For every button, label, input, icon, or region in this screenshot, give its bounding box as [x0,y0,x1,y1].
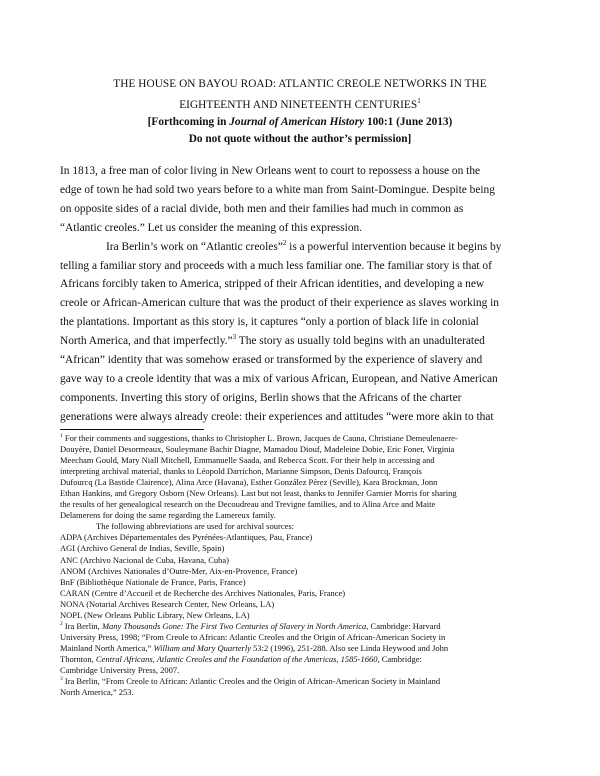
footnotes [60,433,550,698]
footnote-1-line: Douyère, Daniel Desormeaux, Souleymane Bachir Diagne, Mamadou Diouf, Madeleine Dobie, Eric Foner, Virginia [60,444,455,455]
footnote-2-text: , Cambridge: Harvard [366,620,441,631]
title-block [60,76,540,148]
paper-title-line-2 [60,93,540,114]
footnote-2-text: , Cambridge: [377,653,422,664]
abbreviation-item: NOPL (New Orleans Public Library, New Orleans, LA) [60,609,250,620]
forthcoming-notice [60,114,540,131]
footnote-2-line [60,643,550,654]
footnote-1-line [60,433,550,444]
forthcoming-suffix: 100:1 (June 2013) [364,115,453,128]
paragraph-2-line: the plantations. Important as this story is, it captures “only a portion of black life in colonial [60,316,479,329]
body-text [60,162,550,427]
footnote-2-text: Ira Berlin, [62,620,102,631]
abbreviation-item: ADPA (Archives Départementales des Pyrénées-Atlantiques, Pau, France) [60,532,313,543]
book-title: Many Thousands Gone: The First Two Centuries of Slavery in North America [101,620,367,631]
footnote-3-line: North America,” 253. [60,687,134,698]
footnote-marker-3: 3 [60,676,63,683]
abbreviation-item: AGI (Archivo General de Indias, Seville, Spain) [60,543,225,554]
footnote-2-line [60,621,550,632]
abbreviation-item: ANOM (Archives Nationales d’Outre-Mer, Aix-en-Provence, France) [60,565,298,576]
footnote-1-line: Meecham Gould, Mary Niall Mitchell, Emmanuelle Saada, and Rebecca Scott. For their help in accessing and [60,455,435,466]
footnote-1-line: Delamerens for doing the same regarding the Lamereux family. [60,510,276,521]
abbreviation-item: ANC (Archivo Nacional de Cuba, Havana, Cuba) [60,554,230,565]
paragraph-2-line: telling a familiar story and proceeds with a much less familiar one. The familiar story is that of [60,259,492,272]
paragraph-2-line: generations were always already creole: their experiences and attitudes “were more akin to that [60,410,494,423]
journal-title: William and Mary Quarterly [153,642,251,653]
abbreviation-item: BnF (Bibliothèque Nationale de France, Paris, France) [60,576,246,587]
paragraph-2-line [60,332,550,351]
book-title: Central Africans, Atlantic Creoles and the Foundation of the Americas, 1585-1660 [95,653,378,664]
abbreviations-intro: The following abbreviations are used for archival sources: [96,521,295,532]
paragraph-2-line: “African” identity that was somehow erased or transformed by the experience of slavery and [60,354,483,367]
footnote-2-line [60,654,550,665]
paragraph-2-line [60,238,550,257]
abbreviation-item: CARAN (Centre d’Accueil et de Recherche des Archives Nationales, Paris, France) [60,587,346,598]
footnote-ref-2: 2 [282,238,287,247]
paper-title-line-1: THE HOUSE ON BAYOU ROAD: ATLANTIC CREOLE NETWORKS IN THE [113,78,487,90]
footnote-1-line: Dufourcq (La Bastide Clairence), Alina Arce (Havana), Esther González Pérez (Seville), Kara Brockman, Jonn [60,477,438,488]
paragraph-2-line: components. Inverting this story of origins, Berlin shows that the Africans of the charter [60,391,462,404]
paragraph-2-text: Ira Berlin’s work on “Atlantic creoles” [106,240,283,253]
paragraph-2-line: gave way to a creole identity that was a mix of various African, European, and Native American [60,372,498,385]
paragraph-2-line: Africans forcibly taken to America, stripped of their African identities, and developing a new [60,278,485,291]
paragraph-2-line: creole or African-American culture that was the product of their experience as slaves working in [60,297,499,310]
footnote-ref-1: 1 [417,97,421,105]
paragraph-1-line: “Atlantic creoles.” Let us consider the meaning of this expression. [60,221,363,234]
footnote-separator [60,429,204,430]
paragraph-1-line: In 1813, a free man of color living in New Orleans went to court to repossess a house on the [60,165,481,177]
paragraph-2-text: is a powerful intervention because it begins by [286,240,502,253]
footnote-1-line: Ethan Hankins, and Gregory Osborn (New Orleans). Last but not least, thanks to Jennifer Garnier Morris for sharing [60,488,457,499]
footnote-1-text: For their comments and suggestions, thanks to Christopher L. Brown, Jacques de Cauna, Christiane Demeulenaere- [62,433,458,443]
quote-permission-notice: Do not quote without the author’s permission] [188,132,412,145]
paragraph-1-line: on opposite sides of a racial divide, both men and their families had much in common as [60,202,464,215]
footnote-2-text: Thornton, [60,653,96,664]
footnote-3-line [60,676,550,687]
footnote-marker-2: 2 [60,620,63,627]
footnote-2-line: Cambridge University Press, 2007. [60,664,180,675]
footnote-1-line: interpreting archival material, thanks to Léopold Darrichon, Marianne Simpson, Denis Dafourcq, François [60,466,422,477]
footnote-ref-3: 3 [232,333,237,342]
paragraph-2-text: North America, and that imperfectly.” [60,335,233,348]
journal-name: Journal of American History [229,115,365,128]
paper-title-text: EIGHTEENTH AND NINETEENTH CENTURIES [179,98,418,111]
footnote-1-line: the results of her genealogical research on the Decoudreau and Trevigne families, and to Alina Arce and Maite [60,499,436,510]
footnote-2-line: University Press, 1998; “From Creole to African: Atlantic Creoles and the Origin of African-American Society in [60,631,446,642]
paragraph-1-line: edge of town he had sold two years before to a white man from Saint-Domingue. Despite being [60,183,495,196]
forthcoming-prefix: [Forthcoming in [147,115,230,128]
footnote-marker-1: 1 [60,433,63,440]
paragraph-2-text: The story as usually told begins with an unadulterated [236,335,485,348]
footnote-2-text: 53:2 (1996), 251-288. Also see Linda Heywood and John [251,642,449,653]
footnote-2-text: Mainland North America,” [60,642,154,653]
abbreviation-item: NONA (Notarial Archives Research Center, New Orleans, LA) [60,598,275,609]
footnote-3-text: Ira Berlin, “From Creole to African: Atlantic Creoles and the Origin of African-American Society in Mainland [62,676,441,687]
